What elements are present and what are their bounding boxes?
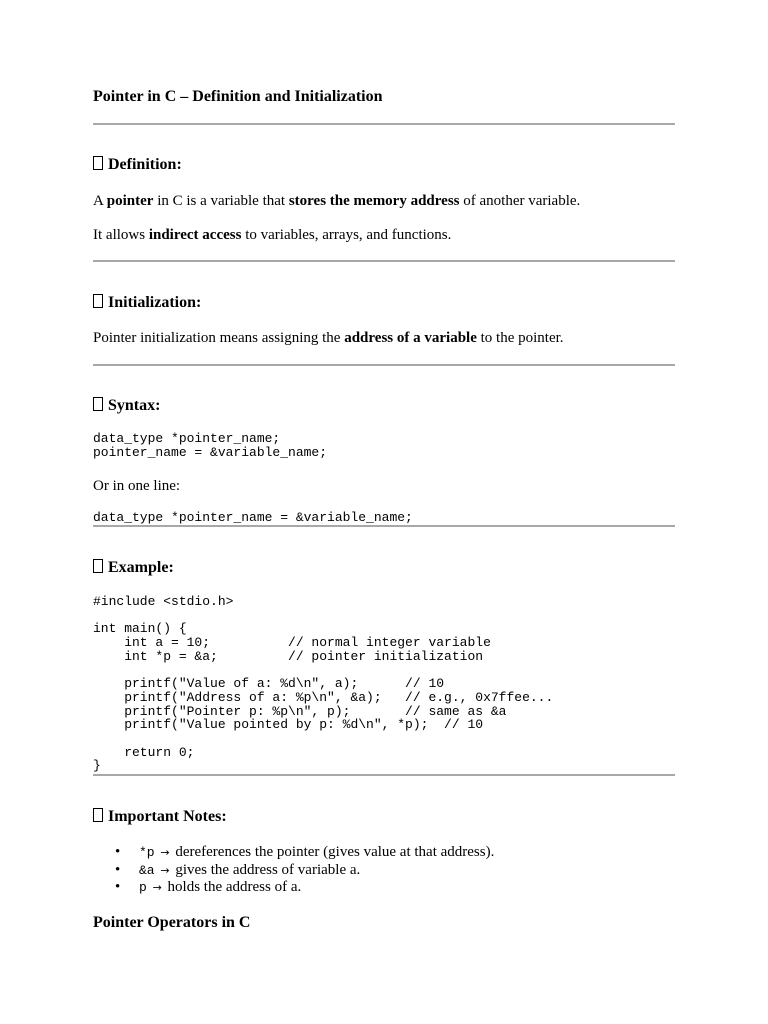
missing-glyph-icon <box>93 397 103 411</box>
arrow-icon: → <box>160 863 170 877</box>
syntax-one-line-label: Or in one line: <box>93 478 181 494</box>
missing-glyph-icon <box>93 156 103 170</box>
list-item: • &a → gives the address of variable a. <box>115 861 361 878</box>
pointer-operators-heading: Pointer Operators in C <box>93 914 251 931</box>
definition-heading: Definition: <box>93 156 182 174</box>
divider <box>93 123 675 125</box>
example-code-block: #include <stdio.h> int main() { int a = 10; // normal integer variable int *p = &a; // pointer initialization printf("Value of a: %d\n", a); // 10 printf("Address of a: %p\n", &a); // e.g., 0x7ffee... printf("Pointer p: %p\n", p); // same as &a printf("Value pointed by p: %d\n", *p); // 10 return 0; } <box>93 594 554 774</box>
syntax-heading: Syntax: <box>93 397 160 415</box>
divider <box>93 525 675 527</box>
missing-glyph-icon <box>93 559 103 573</box>
list-item: • p → holds the address of a. <box>115 879 302 895</box>
missing-glyph-icon <box>93 808 103 822</box>
missing-glyph-icon <box>93 294 103 308</box>
syntax-code-block: data_type *pointer_name; pointer_name = &variable_name; <box>93 431 328 460</box>
arrow-icon: → <box>160 846 170 859</box>
notes-list <box>93 844 494 897</box>
initialization-paragraph: Pointer initialization means assigning the address of a variable to the pointer. <box>93 330 564 346</box>
syntax-one-line-code: data_type *pointer_name = &variable_name; <box>93 510 413 525</box>
indirect-access-paragraph: It allows indirect access to variables, arrays, and functions. <box>93 227 452 243</box>
page-title: Pointer in C – Definition and Initialization <box>93 88 383 105</box>
list-item: • *p → dereferences the pointer (gives value at that address). <box>115 844 495 860</box>
divider <box>93 364 675 366</box>
example-heading: Example: <box>93 559 174 577</box>
definition-paragraph: A pointer in C is a variable that stores the memory address of another variable. <box>93 193 581 209</box>
divider <box>93 774 675 776</box>
important-notes-heading: Important Notes: <box>93 808 227 826</box>
initialization-heading: Initialization: <box>93 294 201 312</box>
divider <box>93 260 675 262</box>
arrow-icon: → <box>152 881 162 894</box>
